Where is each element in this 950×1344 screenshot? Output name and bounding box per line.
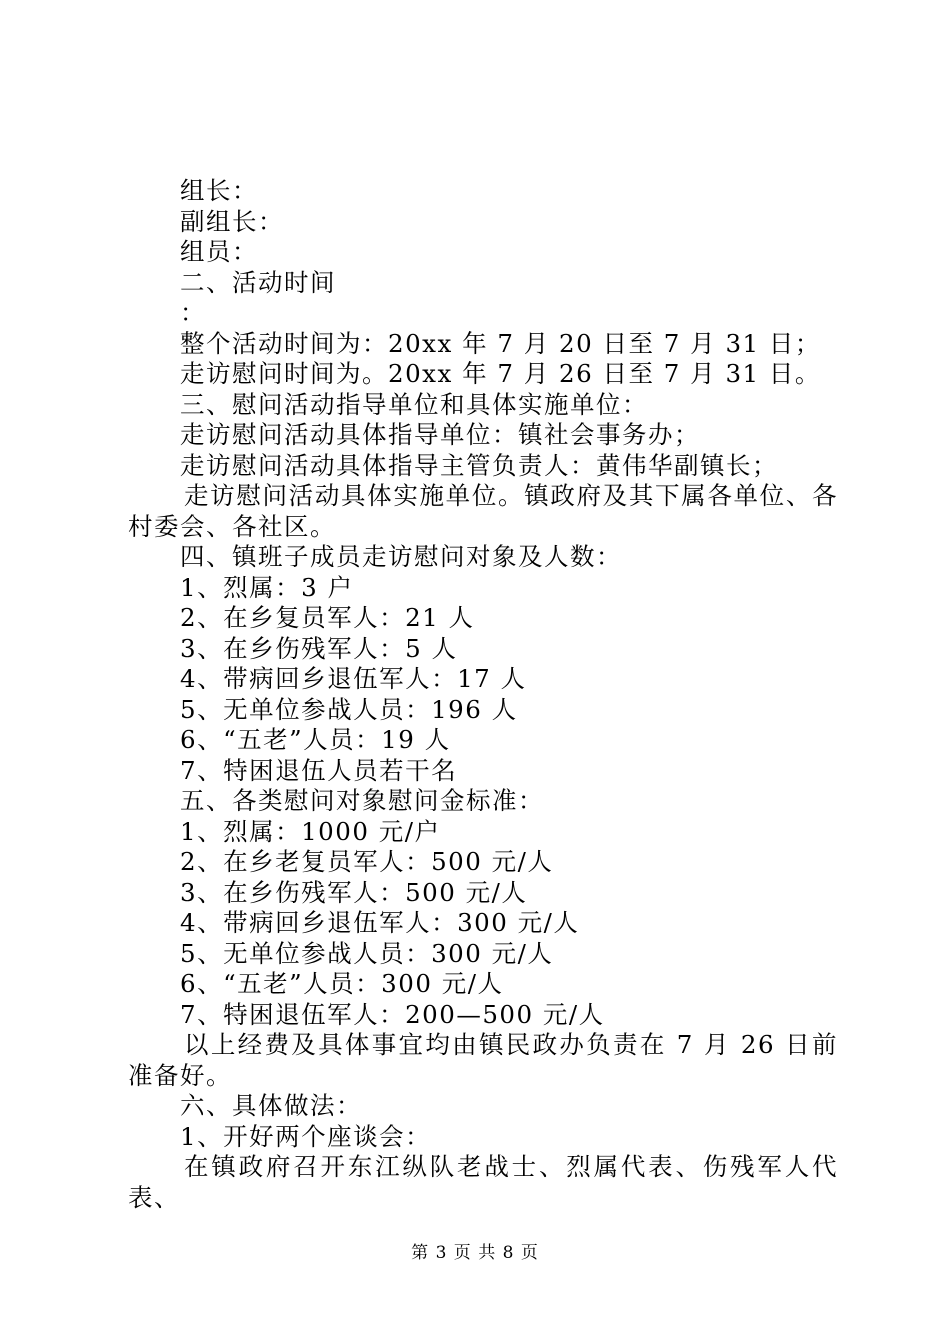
paragraph-line: 3、在乡伤残军人：500 元/人 (180, 877, 528, 907)
paragraph-line: 组员： (180, 237, 258, 266)
paragraph-line: 2、在乡复员军人：21 人 (180, 603, 475, 632)
paragraph-line: 6、“五老”人员：300 元/人 (180, 969, 504, 998)
paragraph-line: 走访慰问活动具体指导主管负责人：黄伟华副镇长； (180, 450, 778, 480)
paragraph-line: ： (180, 298, 205, 327)
paragraph-line: 7、特困退伍人员若干名 (180, 755, 458, 785)
paragraph-line: 5、无单位参战人员：300 元/人 (180, 938, 554, 968)
paragraph-line: 副组长： (180, 206, 284, 236)
paragraph-line: 5、无单位参战人员：196 人 (180, 694, 518, 724)
paragraph-line: 4、带病回乡退伍军人：17 人 (180, 664, 527, 693)
paragraph-line: 4、带病回乡退伍军人：300 元/人 (180, 908, 580, 937)
paragraph-line: 五、各类慰问对象慰问金标准： (180, 786, 544, 815)
page-footer: 第 3 页 共 8 页 (411, 1243, 539, 1263)
paragraph-line: 六、具体做法： (180, 1091, 362, 1120)
paragraph-line: 3、在乡伤残军人：5 人 (180, 633, 458, 663)
paragraph-line: 走访慰问时间为。20xx 年 7 月 26 日至 7 月 31 日。 (180, 359, 821, 388)
paragraph-line: 四、镇班子成员走访慰问对象及人数： (180, 542, 622, 571)
paragraph-line: 三、慰问活动指导单位和具体实施单位： (180, 389, 648, 419)
paragraph-line: 1、烈属：1000 元/户 (180, 816, 441, 846)
paragraph-line: 二、活动时间 (180, 267, 336, 297)
paragraph-line: 2、在乡老复员军人：500 元/人 (180, 847, 554, 876)
paragraph-line: 在镇政府召开东江纵队老战士、烈属代表、伤残军人代表、 (128, 1152, 838, 1212)
paragraph-line: 走访慰问活动具体指导单位：镇社会事务办； (180, 420, 700, 449)
paragraph-line: 7、特困退伍军人：200—500 元/人 (180, 999, 605, 1029)
document-body (128, 176, 838, 1213)
paragraph-line: 以上经费及具体事宜均由镇民政办负责在 7 月 26 日前准备好。 (128, 1030, 838, 1090)
paragraph-line: 走访慰问活动具体实施单位。镇政府及其下属各单位、各村委会、各社区。 (128, 481, 838, 541)
paragraph-line: 整个活动时间为：20xx 年 7 月 20 日至 7 月 31 日； (180, 328, 821, 358)
paragraph-line: 6、“五老”人员：19 人 (180, 725, 451, 754)
paragraph-line: 1、开好两个座谈会： (180, 1121, 432, 1151)
paragraph-line: 组长： (180, 176, 258, 205)
paragraph-line: 1、烈属：3 户 (180, 572, 354, 602)
